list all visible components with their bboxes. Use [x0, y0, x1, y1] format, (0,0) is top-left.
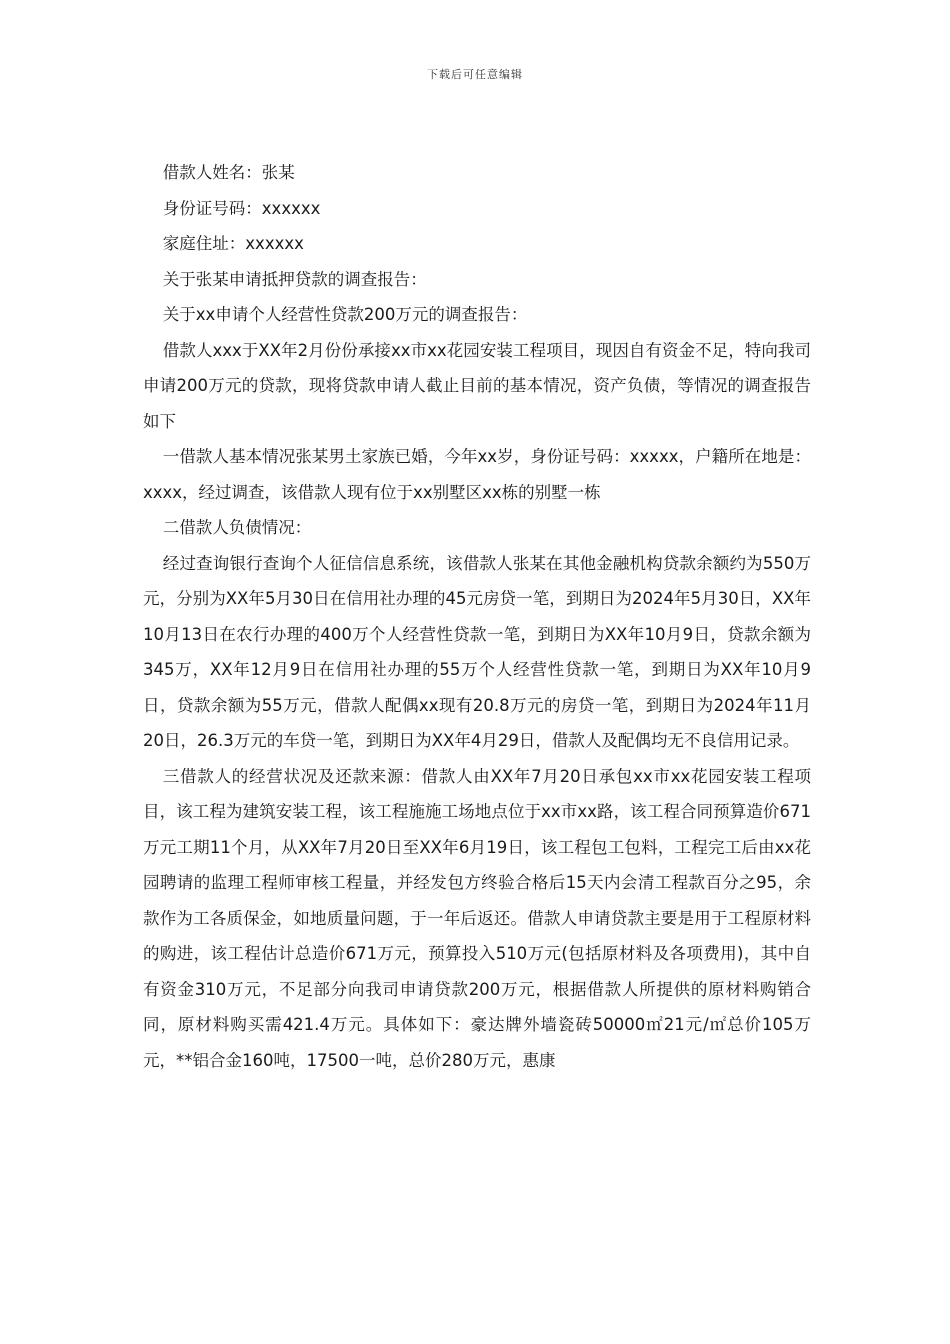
borrower-name: 借款人姓名：张某	[162, 163, 295, 182]
home-address: 家庭住址：xxxxxx	[162, 234, 304, 253]
intro-paragraph: 借款人xxx于XX年2月份份承接xx市xx花园安装工程项目，现因自有资金不足，特向我司申请200万元的贷款，现将贷款申请人截止目前的基本情况，资产负债，等情况的调查报告如下	[143, 340, 811, 431]
report-title: 关于张某申请抵押贷款的调查报告：	[162, 269, 427, 289]
page-header-note: 下载后可任意编辑	[427, 68, 523, 81]
document-body	[143, 155, 811, 1078]
section-2-heading: 二借款人负债情况：	[162, 518, 312, 537]
section-2-liabilities: 经过查询银行查询个人征信信息系统，该借款人张某在其他金融机构贷款余额约为550万元，分别为XX年5月30日在信用社办理的45元房贷一笔，到期日为2024年5月30日，XX年10月13日在农行办理的400万个人经营性贷款一笔，到期日为XX年10月9日，贷款余额为345万，XX年12月9日在信用社办理的55万个人经营性贷款一笔，到期日为XX年10月9日，贷款余额为55万元，借款人配偶xx现有20.8万元的房贷一笔，到期日为2024年11月20日，26.3万元的车贷一笔，到期日为XX年4月29日，借款人及配偶均无不良信用记录。	[143, 553, 811, 750]
section-3-operations: 三借款人的经营状况及还款来源：借款人由XX年7月20日承包xx市xx花园安装工程项目，该工程为建筑安装工程，该工程施施工场地点位于xx市xx路，该工程合同预算造价671万元工期11个月，从XX年7月20日至XX年6月19日，该工程包工包料，工程完工后由xx花园聘请的监理工程师审核工程量，并经发包方终验合格后15天内会清工程款百分之95，余款作为工各质保金，如地质量问题，于一年后返还。借款人申请贷款主要是用于工程原材料的购进，该工程估计总造价671万元，预算投入510万元(包括原材料及各项费用)，其中自有资金310万元，不足部分向我司申请贷款200万元，根据借款人所提供的原材料购销合同，原材料购买需421.4万元。具体如下：豪达牌外墙瓷砖50000㎡21元/㎡总价105万元，**铝合金160吨，17500一吨，总价280万元，惠康	[143, 766, 811, 1070]
id-number: 身份证号码：xxxxxx	[162, 198, 321, 218]
report-subtitle: 关于xx申请个人经营性贷款200万元的调查报告：	[162, 305, 528, 324]
section-1-basic-info: 一借款人基本情况张某男土家族已婚，今年xx岁，身份证号码：xxxxx，户籍所在地是：xxxx，经过调查，该借款人现有位于xx别墅区xx栋的别墅一栋	[143, 447, 811, 502]
